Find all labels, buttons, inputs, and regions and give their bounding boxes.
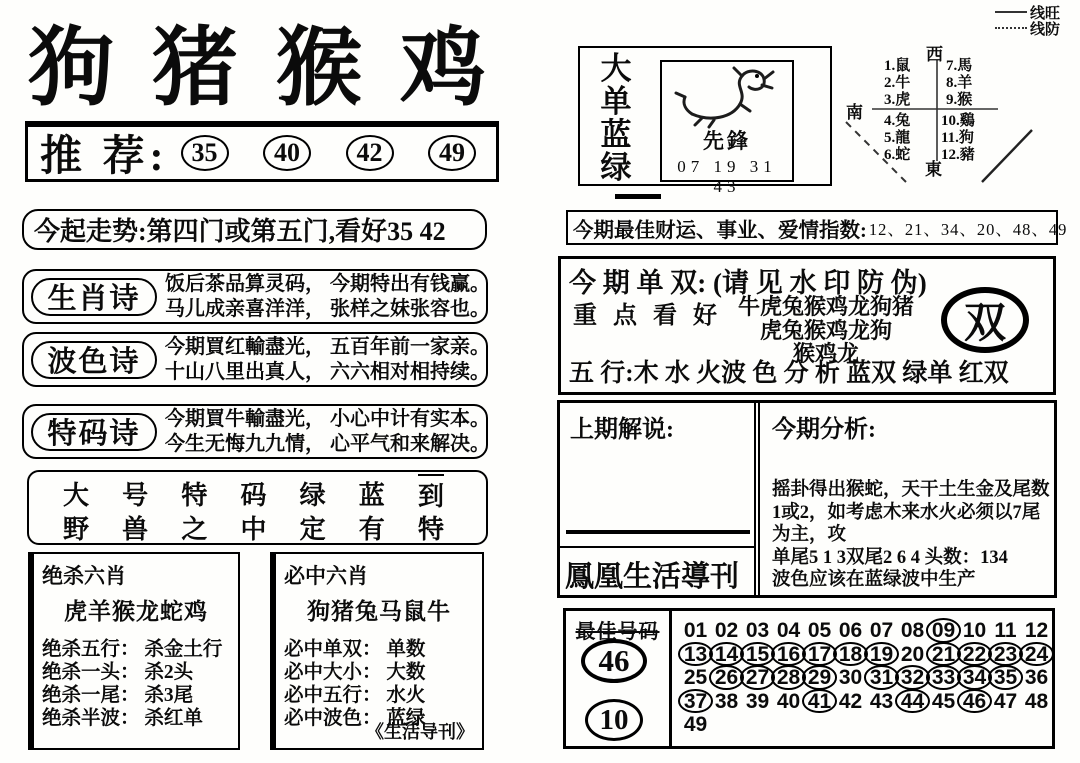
grid-number: 09 [928, 619, 959, 643]
poem-label: 波色诗 [31, 341, 157, 379]
poem-line: 今生无悔九九情， 心平气和来解决。 [165, 432, 490, 455]
zodiac-quadrant-bottom-left [884, 113, 910, 164]
ink-mark [615, 194, 661, 199]
analysis-line: 波色应该在蓝绿波中生产 [772, 570, 976, 590]
best-number-circle: 10 [585, 699, 643, 741]
poem-line: 马儿成亲喜洋洋， 张样之妹张容也。 [165, 297, 490, 320]
title-char: 狗 [28, 17, 114, 118]
grid-number: 05 [807, 619, 832, 642]
number-grid-panel [672, 611, 1052, 746]
slogan-box [27, 470, 488, 545]
grid-number: 22 [959, 643, 990, 667]
slogan-char: 野 [63, 514, 90, 544]
analysis-line: 单尾5 1 3双尾2 6 4 头数：134 [772, 547, 1008, 568]
grid-number: 12 [1024, 619, 1049, 642]
slogan-char: 特 [417, 514, 444, 544]
grid-number: 34 [959, 666, 990, 690]
poem-text [165, 407, 490, 457]
best-numbers-box [563, 608, 1055, 749]
grid-number: 43 [869, 689, 894, 713]
grid-number: 18 [835, 643, 866, 667]
poem-line: 饭后茶品算灵码， 今期特出有钱赢。 [165, 272, 490, 295]
divider-line [560, 546, 754, 548]
legend-strong-label: 线旺 [1029, 5, 1060, 22]
hit-box-animals: 狗猪兔马鼠牛 [307, 599, 451, 624]
slogan-char: 到 [418, 474, 444, 513]
poem-line: 今期買红輸盡光， 五百年前一家亲。 [165, 335, 490, 358]
luck-index-box [566, 210, 1068, 245]
dotted-line-icon [995, 27, 1027, 29]
zodiac-quadrant-bottom-right [941, 113, 975, 164]
slogan-row-1 [63, 476, 444, 510]
grid-number: 14 [711, 643, 742, 667]
grid-number: 41 [804, 690, 835, 714]
grid-number: 10 [962, 619, 987, 642]
zodiac-entry: 2.牛 [884, 75, 911, 91]
grid-number: 17 [804, 643, 835, 667]
banner-char: 绿 [600, 150, 632, 185]
grid-number: 08 [900, 619, 925, 642]
hit-item: 必中五行： 水火 [284, 685, 426, 706]
publication-footer: 《生活导刊》 [366, 722, 474, 742]
grid-number: 04 [776, 619, 801, 642]
hit-item: 必中大小： 大数 [284, 662, 426, 683]
zodiac-entry: 8.羊 [946, 75, 973, 91]
special-number-poem-box [22, 404, 488, 459]
grid-number: 38 [714, 689, 739, 713]
slogan-char: 中 [240, 514, 267, 544]
poem-line: 今期買牛輸盡光， 小心中计有实本。 [165, 407, 490, 430]
compass-lines [840, 30, 1070, 190]
title-char: 猴 [276, 17, 362, 118]
strong-diagonal-line [982, 130, 1032, 182]
grid-number: 28 [773, 666, 804, 690]
zodiac-entry: 6.蛇 [884, 147, 911, 163]
recommend-label: 推 荐: [40, 134, 169, 180]
slogan-char: 码 [240, 480, 267, 510]
analysis-box [557, 400, 1057, 598]
zodiac-entry: 7.馬 [946, 58, 973, 74]
grid-number: 42 [838, 689, 863, 713]
compass-south: 南 [846, 103, 863, 122]
grid-number: 19 [866, 643, 897, 667]
best-number-circle: 46 [581, 639, 647, 683]
hit-item: 必中单双： 单数 [284, 639, 426, 660]
pioneer-numbers: 07 19 31 43 [677, 157, 777, 196]
slogan-char: 特 [181, 480, 208, 510]
kill-item: 绝杀半波： 杀红单 [42, 708, 203, 729]
grid-number: 01 [683, 619, 708, 642]
grid-number: 20 [900, 642, 925, 666]
recommended-number: 42 [346, 135, 394, 171]
verdict-circle: 双 [941, 287, 1029, 353]
focus-line: 猴鸡龙 [792, 341, 859, 366]
page-title [28, 18, 486, 118]
kill-box-animals: 虎羊猴龙蛇鸡 [64, 599, 208, 624]
current-analysis-panel [760, 403, 1054, 595]
big-single-blue-green-box [578, 46, 832, 196]
zodiac-entry: 9.猴 [946, 92, 973, 108]
must-hit-six-zodiac-box [270, 552, 484, 750]
slogan-char: 之 [181, 514, 208, 544]
grid-number: 33 [928, 666, 959, 690]
analysis-paragraph [772, 479, 1050, 592]
slogan-char: 绿 [299, 480, 326, 510]
zodiac-entry: 12.豬 [941, 147, 975, 163]
current-analysis-label: 今期分析: [772, 417, 876, 443]
compass-east: 東 [925, 160, 942, 179]
grid-number: 25 [683, 666, 708, 689]
zodiac-quadrant-top-left [884, 58, 910, 109]
banner-vertical-label [596, 52, 636, 184]
zodiac-entry: 1.鼠 [884, 58, 911, 74]
banner-char: 单 [600, 84, 632, 119]
grid-number: 48 [1024, 689, 1049, 713]
analysis-line: 为主，攻 [772, 525, 847, 545]
five-elements-line: 五 行:木 水 火波 色 分 析 蓝双 绿单 红双 [569, 360, 1009, 387]
poem-text [165, 335, 490, 385]
kill-item: 绝杀一头： 杀2头 [42, 662, 194, 683]
title-char: 猪 [152, 17, 238, 118]
luck-index-numbers: 12、21、34、20、48、49 [868, 219, 1068, 239]
analysis-line: 1或2，如考虑木来水火必须以7尾 [772, 502, 1041, 523]
zodiac-entry: 4.兔 [884, 113, 911, 129]
grid-number: 46 [959, 690, 990, 714]
title-char: 鸡 [400, 17, 486, 118]
zodiac-entry: 5.龍 [884, 130, 911, 146]
grid-number: 47 [993, 689, 1018, 713]
divider-line [566, 530, 750, 534]
slogan-row-2 [63, 510, 444, 544]
grid-number: 44 [897, 690, 928, 714]
single-double-title: 今 期 单 双: (请 见 水 印 防 伪) [569, 268, 927, 298]
poem-label: 生肖诗 [31, 278, 157, 316]
hit-item: 必中波色： 蓝绿 [284, 708, 426, 729]
banner-char: 蓝 [600, 117, 632, 152]
grid-number: 37 [680, 690, 711, 714]
banner-char: 大 [600, 51, 632, 86]
slogan-char: 大 [63, 480, 90, 510]
grid-number: 36 [1024, 666, 1049, 689]
pioneer-box [660, 60, 794, 196]
recommended-number: 35 [181, 135, 229, 171]
pioneer-name: 先鋒 [703, 129, 751, 153]
focus-line: 牛虎兔猴鸡龙狗猪 [737, 294, 914, 319]
poem-line: 十山八里出真人， 六六相对相持续。 [165, 360, 490, 383]
compass-west: 西 [926, 45, 943, 64]
solid-line-icon [995, 11, 1027, 13]
slogan-char: 蓝 [358, 480, 385, 510]
recommended-number: 49 [428, 135, 476, 171]
zodiac-entry: 3.虎 [884, 92, 911, 108]
grid-number: 26 [711, 666, 742, 690]
dragon-icon [662, 62, 792, 128]
grid-number: 24 [1021, 643, 1052, 667]
color-wave-poem-box [22, 332, 488, 387]
kill-six-zodiac-box [28, 552, 240, 750]
grid-number: 40 [776, 689, 801, 713]
grid-number: 32 [897, 666, 928, 690]
grid-number: 06 [838, 619, 863, 642]
slogan-char: 有 [358, 514, 385, 544]
grid-number: 15 [742, 643, 773, 667]
grid-number: 21 [928, 643, 959, 667]
grid-number: 16 [773, 643, 804, 667]
analysis-line: 摇卦得出猴蛇，天干土生金及尾数 [772, 480, 1050, 500]
best-number-grid [680, 619, 1052, 713]
zodiac-poem-box [22, 269, 488, 324]
kill-box-items [42, 638, 230, 730]
last-issue-label: 上期解说: [570, 417, 674, 443]
grid-number: 07 [869, 619, 894, 642]
grid-number: 13 [680, 643, 711, 667]
last-issue-panel [560, 403, 760, 595]
kill-item: 绝杀五行： 杀金土行 [42, 639, 223, 660]
slogan-char: 定 [299, 514, 326, 544]
grid-number: 23 [990, 643, 1021, 667]
zodiac-entry: 11.狗 [941, 130, 974, 146]
grid-number: 27 [742, 666, 773, 690]
best-numbers-label: 最佳号码 [575, 621, 660, 643]
kill-item: 绝杀一尾： 杀3尾 [42, 685, 194, 706]
zodiac-quadrant-top-right [946, 58, 972, 109]
poem-label: 特码诗 [31, 413, 157, 451]
brand-logo: 鳳凰生活導刊 [565, 559, 740, 593]
grid-number: 29 [804, 666, 835, 690]
luck-index-label: 今期最佳财运、事业、爱情指数: [573, 219, 867, 242]
slogan-char: 兽 [122, 514, 149, 544]
poem-text [165, 272, 490, 322]
cut-off-number: 49 [683, 713, 708, 736]
slogan-char: 号 [122, 480, 149, 510]
legend-guard-label: 线防 [1029, 21, 1060, 38]
hit-box-title: 必中六肖 [284, 564, 368, 588]
best-numbers-panel [566, 611, 672, 746]
grid-number: 11 [994, 619, 1017, 642]
grid-number: 35 [990, 666, 1021, 690]
grid-number: 39 [745, 689, 770, 713]
kill-box-title: 绝杀六肖 [42, 564, 126, 588]
recommend-numbers [181, 135, 477, 171]
recommended-number: 40 [263, 135, 311, 171]
trend-text: 今起走势:第四门或第五门,看好35 42 [34, 217, 446, 246]
grid-number: 02 [714, 619, 739, 642]
zodiac-entry: 10.鷄 [941, 113, 975, 129]
grid-number: 03 [745, 619, 770, 642]
focus-line: 虎兔猴鸡龙狗 [759, 317, 892, 343]
grid-number: 30 [838, 666, 863, 689]
hit-box-items [284, 638, 474, 730]
single-double-box [558, 256, 1056, 395]
grid-number: 31 [866, 666, 897, 690]
recommend-box [25, 121, 499, 182]
grid-number: 45 [931, 689, 956, 713]
trend-line-box [22, 209, 487, 250]
focus-label: 重 点 看 好 [573, 303, 722, 329]
